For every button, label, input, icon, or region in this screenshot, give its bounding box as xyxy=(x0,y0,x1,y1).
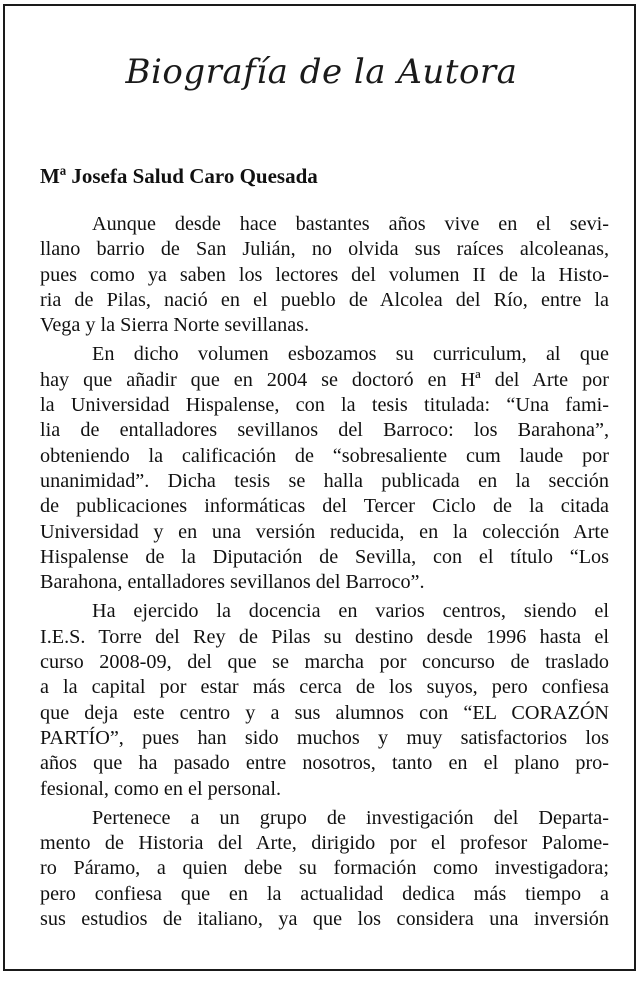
text-line: Universidad y en una versión reducida, en la colección Arte xyxy=(40,520,609,543)
text-line: ria de Pilas, nació en el pueblo de Alcolea del Río, entre la xyxy=(40,288,609,311)
text-line: años que ha pasado entre nosotros, tanto en el plano pro- xyxy=(40,752,609,775)
text-line: Pertenece a un grupo de investigación del Departa- xyxy=(92,806,609,829)
text-line: hay que añadir que en 2004 se doctoró en Hª del Arte por xyxy=(40,368,609,391)
text-line: llano barrio de San Julián, no olvida sus raíces alcoleanas, xyxy=(40,238,609,261)
text-line: mento de Historia del Arte, dirigido por el profesor Palome- xyxy=(40,832,609,855)
text-line: I.E.S. Torre del Rey de Pilas su destino desde 1996 hasta el xyxy=(40,625,609,648)
text-line: obteniendo la calificación de “sobresaliente cum laude por xyxy=(40,444,609,467)
text-line: de publicaciones informáticas del Tercer Ciclo de la citada xyxy=(40,495,609,518)
text-line: sus estudios de italiano, ya que los considera una inversión xyxy=(40,908,609,931)
text-line: Ha ejercido la docencia en varios centros, siendo el xyxy=(92,600,609,623)
paragraph-2 xyxy=(40,342,609,595)
biography-body xyxy=(40,212,609,936)
page-title: Biografía de la Autora xyxy=(125,52,518,92)
text-line: ro Páramo, a quien debe su formación como investigadora; xyxy=(40,857,609,880)
paragraph-4 xyxy=(40,806,609,932)
text-line: que deja este centro y a sus alumnos con “EL CORAZÓN xyxy=(40,701,609,724)
text-line: En dicho volumen esbozamos su curriculum, al que xyxy=(92,343,609,366)
text-line: lia de entalladores sevillanos del Barroco: los Barahona”, xyxy=(40,419,609,442)
text-line: curso 2008-09, del que se marcha por concurso de traslado xyxy=(40,651,609,674)
text-line: Aunque desde hace bastantes años vive en el sevi- xyxy=(92,213,609,235)
paragraph-3 xyxy=(40,599,609,801)
author-name: Mª Josefa Salud Caro Quesada xyxy=(40,164,318,188)
text-line: a la capital por estar más cerca de los suyos, pero confiesa xyxy=(40,676,609,699)
text-line: unanimidad”. Dicha tesis se halla publicada en la sección xyxy=(40,469,609,492)
text-line: Hispalense de la Diputación de Sevilla, con el título “Los xyxy=(40,545,609,568)
text-line: PARTÍO”, pues han sido muchos y muy satisfactorios los xyxy=(40,726,609,749)
text-line: fesional, como en el personal. xyxy=(40,777,282,800)
text-line: Barahona, entalladores sevillanos del Barroco”. xyxy=(40,571,425,594)
paragraph-1 xyxy=(40,212,609,338)
text-line: la Universidad Hispalense, con la tesis titulada: “Una fami- xyxy=(40,394,609,417)
text-line: pero confiesa que en la actualidad dedica más tiempo a xyxy=(40,882,609,905)
text-line: Vega y la Sierra Norte sevillanas. xyxy=(40,314,310,337)
text-line: pues como ya saben los lectores del volumen II de la Histo- xyxy=(40,263,609,286)
